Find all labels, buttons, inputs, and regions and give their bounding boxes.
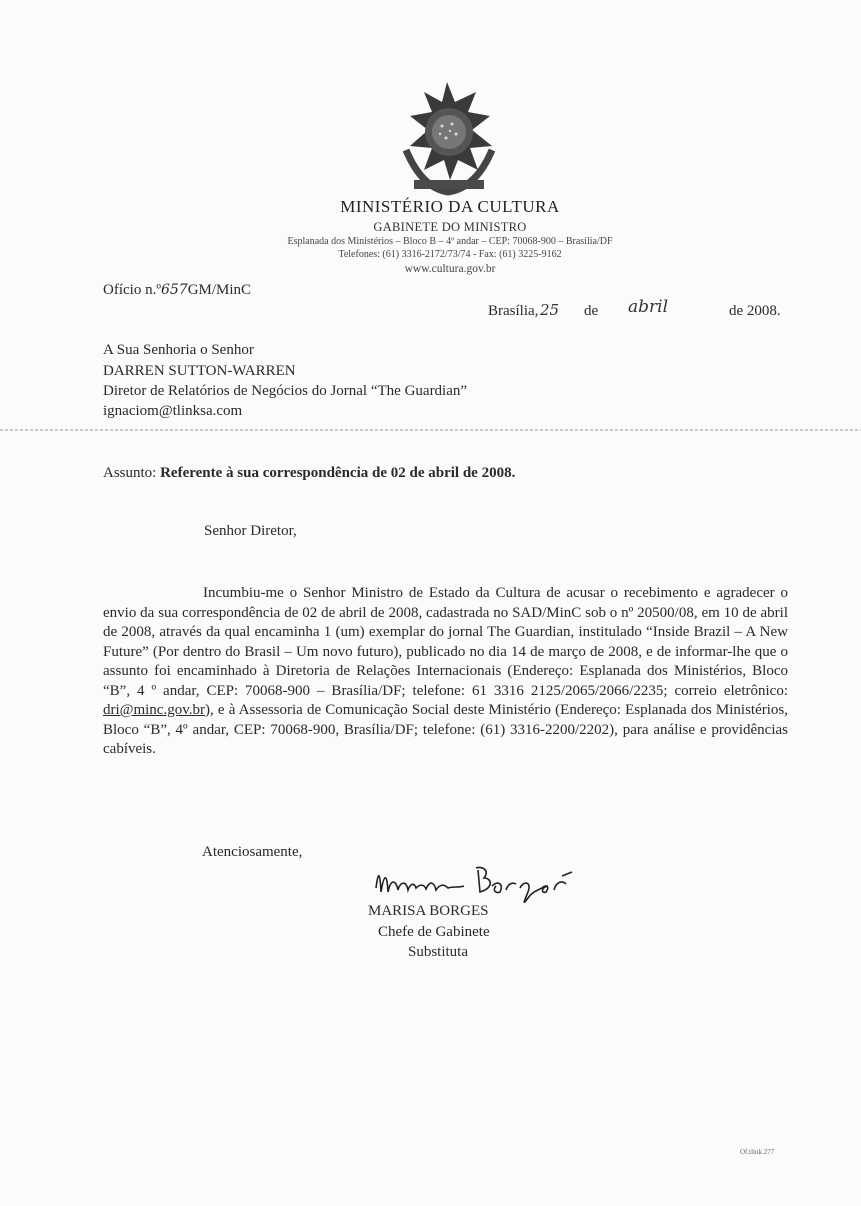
date-de: de: [584, 303, 599, 319]
signatory-name: MARISA BORGES: [368, 903, 489, 919]
closing: Atenciosamente,: [202, 844, 303, 860]
ministry-name: MINISTÉRIO DA CULTURA: [340, 197, 560, 216]
reference-suffix: GM/MinC: [187, 282, 252, 298]
reference-number: [103, 282, 251, 299]
date-month-handwritten: abril: [628, 297, 669, 317]
reference-prefix: Ofício n.º: [103, 282, 161, 298]
letter-body: [103, 584, 788, 760]
recipient-name: DARREN SUTTON-WARREN: [103, 363, 296, 379]
scan-divider-line: [0, 429, 861, 431]
letterhead-phones: Telefones: (61) 3316-2172/73/74 - Fax: (61) 3225-9162: [338, 249, 562, 260]
body-text-part2: ), e à Assessoria de Comunicação Social deste Ministério (Endereço: Esplanada dos Ministérios, Bloco “B”, 4º andar, CEP: 70068-900, Brasília/DF; telefone: (61) 3316-2200/2202), para análise e providências cabíveis.: [103, 702, 788, 757]
recipient-title: Diretor de Relatórios de Negócios do Jornal “The Guardian”: [103, 383, 468, 399]
coat-of-arms-emblem: [392, 80, 502, 198]
date-year: de 2008.: [729, 303, 781, 319]
recipient-salutation-line: A Sua Senhoria o Senhor: [103, 342, 254, 358]
recipient-email: ignaciom@tlinksa.com: [103, 403, 243, 419]
subject-label: Assunto:: [103, 465, 157, 481]
body-text-part1: Incumbiu-me o Senhor Ministro de Estado da Cultura de acusar o recebimento e agradecer o envio da sua correspondência de 02 de abril de 2008, cadastrada no SAD/MinC sob o nº 20500/08, em 10 de abril de 2008, através da qual encaminha 1 (um) exemplar do jornal The Guardian, institulado “Inside Brazil – A New Future” (Por dentro do Brasil – Um novo futuro), publicado no dia 14 de março de 2008, e de informar-lhe que o assunto foi encaminhado à Diretoria de Relações Internacionais (Endereço: Esplanada dos Ministérios, Bloco “B”, 4 º andar, CEP: 70068-900 – Brasília/DF; telefone: 61 3316 2125/2065/2066/2235; correio eletrônico:: [103, 585, 788, 699]
body-email-link: dri@minc.gov.br: [103, 702, 205, 718]
subject-line: [103, 465, 515, 482]
salutation: Senhor Diretor,: [204, 523, 297, 539]
footer-reference: Of.tlink.277: [740, 1148, 775, 1156]
cabinet-name: GABINETE DO MINISTRO: [373, 220, 527, 234]
subject-text: Referente à sua correspondência de 02 de abril de 2008.: [160, 465, 516, 481]
reference-handwritten-number: 657: [160, 282, 188, 298]
letterhead-address: Esplanada dos Ministérios – Bloco B – 4º andar – CEP: 70068-900 – Brasília/DF: [287, 236, 613, 247]
signatory-role: Chefe de Gabinete: [378, 924, 490, 940]
letterhead-website: www.cultura.gov.br: [404, 263, 496, 275]
signatory-role-2: Substituta: [408, 944, 469, 960]
letter-date: [488, 297, 793, 320]
handwritten-signature: [372, 862, 582, 906]
date-city: Brasília,: [488, 303, 539, 319]
date-day-handwritten: 25: [540, 301, 560, 319]
